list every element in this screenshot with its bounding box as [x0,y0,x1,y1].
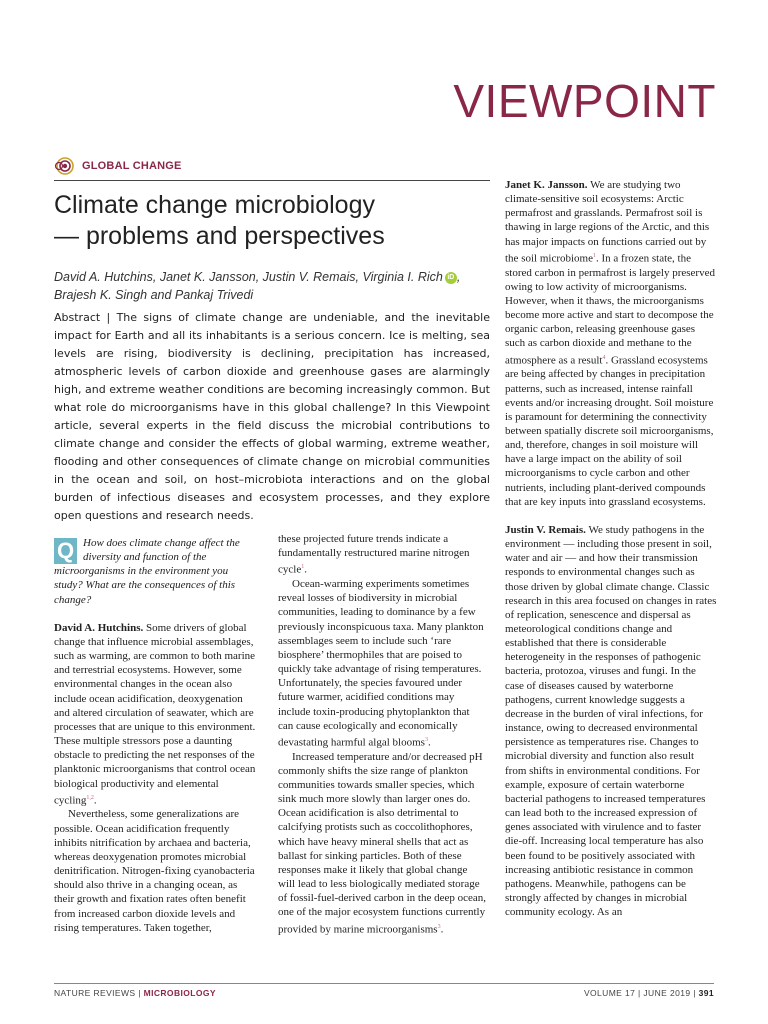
body-column-1 [54,536,259,935]
authors-line: Brajesh K. Singh and Pankaj Trivedi [54,288,254,302]
citation[interactable]: 1 [301,564,305,571]
question-block [54,536,259,607]
citation[interactable]: 1 [592,252,596,259]
paragraph: Increased temperature and/or decreased pH commonly shifts the size range of plankton communities towards smaller species, which sink much more slowly than larger ones do. Ocean acidification is also detrimental to calcifying protists such as coccolithophores, which have heavy mineral shells that act as ballast for sinking particles. Both of these responses make it likely that global change will lead to less biologically mediated storage of fossil-fuel-derived carbon in the deep ocean, one of the major ecosystem functions currently provided by marine microorganisms$^3$. [278,750,486,936]
citation[interactable]: 3 [437,923,441,930]
authors-line: David A. Hutchins, Janet K. Jansson, Justin V. Remais, Virginia I. Rich [54,270,443,284]
respondent-name: David A. Hutchins. [54,621,144,634]
article-title [54,190,484,252]
question-text: How does climate change affect the diversity and function of the microorganisms in the environment you study? What are the consequences of this change? [54,537,240,606]
question-marker: Q [54,538,77,564]
body-column-3 [505,178,717,919]
title-line: Climate change microbiology [54,191,375,219]
paragraph: David A. Hutchins. Some drivers of global change that influence microbial assemblages, such as warming, are common to both marine and terrestrial ecosystems. However, some environmental changes in the ocean also include ocean acidification, deoxygenation and altered circulation of seawater, which are processes that are unique to this environment. These multiple stressors pose a daunting obstacle to predicting the net responses of the planktonic microorganisms that control ocean biological productivity and elemental cycling$^{1,2}$. [54,621,256,807]
citation[interactable]: 3 [424,736,428,743]
issue-info: VOLUME 17 | JUNE 2019 | 391 [583,988,714,998]
paragraph: these projected future trends indicate a fundamentally restructured marine nitrogen cycle$^1$. [278,533,470,576]
citation[interactable]: 4 [602,354,606,361]
title-line: — problems and perspectives [54,222,385,250]
section-tag-label: GLOBAL CHANGE [82,160,182,172]
respondent-name: Janet K. Jansson. [505,179,588,191]
orcid-icon[interactable]: iD [445,272,457,284]
citation[interactable]: 1,2 [86,794,94,801]
journal-name: NATURE REVIEWS | MICROBIOLOGY [54,988,216,998]
paragraph: Justin V. Remais. We study pathogens in the environment — including those present in soil, water and air — and how their transmission responds to environmental changes such as those driven by global climate change. Classic research in this area focused on changes in rates of replication, senescence and dispersal as meteorological conditions change and established that there is considerable heterogeneity in the responses of pathogenic bacteria, protozoa, viruses and fungi. In the case of diseases caused by waterborne pathogens, current knowledge suggests a decrease in the burden of viral infections, for instance, owing to decreased environmental persistence as temperatures rise. Changes to microbial diversity and function also result from shifts in environmental conditions. For example, exposure of certain waterborne bacterial pathogens to increased temperatures can lead both to the increased expression of genes associated with virulence and to faster die-off. Increasing local temperature has also been found to be positively associated with increasing antibiotic resistance in common pathogens. Meanwhile, pathogens can be strongly affected by changes in microbial community ecology. As an [505,523,717,919]
respondent-name: Justin V. Remais. [505,523,586,536]
body-column-2 [278,532,486,936]
paragraph: Ocean-warming experiments sometimes reveal losses of biodiversity in microbial communities, leading to dominance by a few previously inconspicuous taxa. Many plankton assemblages seem to include such ‘rare biosphere’ thermophiles that are poised to quickly take advantage of rising temperatures. Unfortunately, the species favoured under future warmer, acidified conditions may include toxin-producing phytoplankton that can cause ecologically and economically devastating harmful algal blooms$^3$. [278,578,484,749]
divider [54,180,490,181]
section-tag [54,157,182,175]
abstract: Abstract | The signs of climate change are undeniable, and the inevitable impact for Earth and all its inhabitants is a serious concern. Ice is melting, sea levels are rising, biodiversity is declining, precipitation has increased, atmospheric levels of carbon dioxide and greenhouse gases are alarmingly high, and extreme weather conditions are becoming increasingly common. But what role do microorganisms have in this global challenge? In this Viewpoint article, several experts in the field discuss the microbial contributions to climate change and consider the effects of global warming, extreme weather, flooding and other consequences of climate change on microbial communities in the ocean and soil, on host–microbiota interactions and on the global burden of infectious diseases and ecosystem processes, and they explore open questions and research needs. [54,311,490,522]
footer-divider [54,983,714,984]
paragraph: Nevertheless, some generalizations are possible. Ocean acidification frequently inhibits nitrification by archaea and bacteria, whereas deoxygenation promotes microbial denitrification. Nitrogen-fixing cyanobacteria should also thrive in a changing ocean, as their growth and fixation rates often benefit from increased carbon dioxide levels and rising temperatures. Taken together, [54,808,255,934]
author-list: David A. Hutchins, Janet K. Jansson, Justin V. Remais, Virginia I. Rich iD , Brajesh K. Singh and Pankaj Trivedi [54,270,461,302]
section-label: VIEWPOINT [453,75,716,127]
global-change-icon [54,157,76,175]
paragraph: Janet K. Jansson. We are studying two climate-sensitive soil ecosystems: Arctic permafrost and grasslands. Permafrost soil is thawing in large regions of the Arctic, and this has major impacts on functions carried out by the soil microbiome$^1$. In a frozen state, the stored carbon in permafrost is largely preserved owing to low activity of microorganisms. However, when it thaws, the microorganisms become more active and start to decompose the organic carbon, releasing greenhouse gases such as carbon dioxide and methane to the atmosphere as a result$^4$. Grassland ecosystems are being affected by changes in precipitation patterns, such as increased, intense rainfall events and/or increasing drought. Soil moisture is paramount for determining the connectivity between spatially discrete soil microorganisms, and, therefore, changes in soil moisture will have a large impact on the ability of soil microorganisms to cycle carbon and other nutrients, including plant-derived compounds that are key inputs into grassland ecosystems. [505,179,715,508]
page-number: 391 [698,988,714,998]
